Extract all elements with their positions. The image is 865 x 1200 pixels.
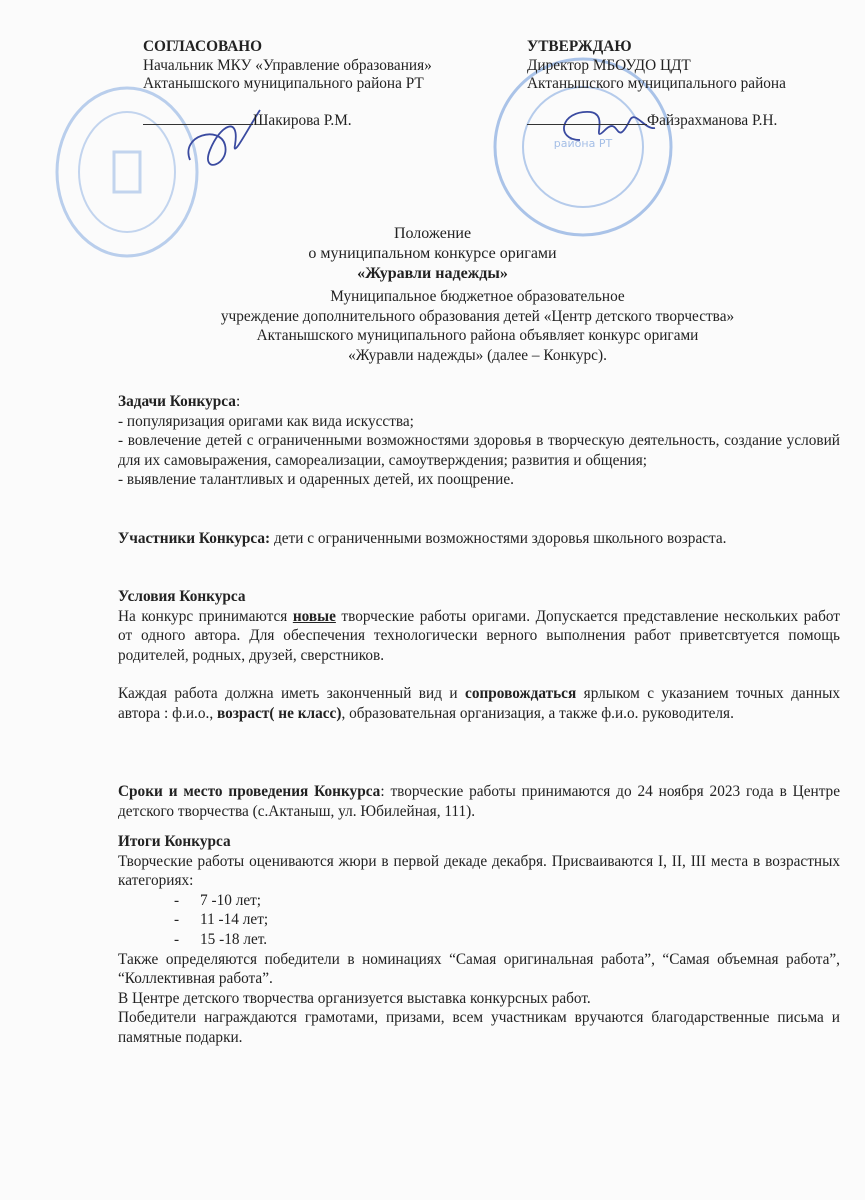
conditions-text: Каждая работа должна иметь законченный вид и	[118, 685, 466, 703]
title-line-3: «Журавли надежды»	[357, 265, 508, 282]
age-category	[118, 930, 840, 950]
results-text: Творческие работы оцениваются жюри в первой декаде декабря. Присваиваются I, II, III места в возрастных категориях:	[118, 852, 840, 890]
conditions-heading: Условия Конкурса	[118, 588, 246, 605]
conditions-text: ярлыком с указанием точных данных автора : ф.и.о.,	[118, 685, 840, 722]
bullet: -	[174, 891, 180, 909]
signature-line	[143, 124, 253, 125]
conditions-emphasis: возраст( не класс)	[216, 704, 342, 722]
conditions-emphasis: новые	[292, 607, 336, 625]
results-heading: Итоги Конкурса	[118, 833, 231, 850]
title-line-1: Положение	[393, 225, 472, 242]
awards-text: Победители награждаются грамотами, призами, всем участникам вручаются благодарственные письма и памятные подарки.	[118, 1009, 840, 1046]
conditions-text: творческие работы оригами. Допускается представление нескольких работ от одного автора. Для обеспечения технологически верного выполнения работ приветсвтуется помощь родителей, родных, друзей, сверстников.	[118, 607, 840, 664]
document-title	[0, 224, 865, 284]
task-item: - вовлечение детей с ограниченными возможностями здоровья в творческую деятельность, создание условий для их самовыражения, самореализации, самоутверждения; развития и общения;	[118, 432, 840, 469]
age-category-label: 15 -18 лет.	[200, 930, 268, 948]
age-category-label: 7 -10 лет;	[200, 891, 262, 909]
nominations-text: Также определяются победители в номинациях “Самая оригинальная работа”, “Самая объемная работа”, “Коллективная работа”.	[118, 950, 840, 988]
tasks-heading: Задачи Конкурса	[118, 393, 236, 410]
age-category	[118, 910, 840, 930]
bullet: -	[174, 930, 180, 948]
bullet: -	[174, 911, 180, 929]
approval-left-position: Начальник МКУ «Управление образования»	[143, 56, 432, 74]
section-tasks: Задачи Конкурса: - популяризация оригами как вида искусства; - вовлечение детей с ограниченными возможностями здоровья в творческую деятельность, создание условий для их самовыражения, самореализации, самоутверждения; развития и общения; - выявление талантливых и одаренных детей, их поощрение.	[118, 393, 840, 489]
intro	[45, 287, 865, 365]
approval-right	[527, 38, 786, 130]
participants-text: дети с ограниченными возможностями здоровья школьного возраста.	[270, 530, 727, 547]
task-item: - выявление талантливых и одаренных детей, их поощрение.	[118, 471, 514, 489]
approval-left	[143, 38, 432, 130]
intro-line: учреждение дополнительного образования детей «Центр детского творчества»	[220, 307, 735, 325]
approval-left-district: Актанышского муниципального района РТ	[143, 75, 424, 92]
intro-line: «Журавли надежды» (далее – Конкурс).	[348, 346, 607, 364]
approval-right-position: Директор МБОУДО ЦДТ	[527, 56, 691, 74]
terms-heading: Сроки и место проведения Конкурса	[118, 783, 381, 800]
signature-line	[527, 124, 647, 125]
conditions-emphasis: сопровождаться	[465, 685, 577, 703]
title-line-2: о муниципальном конкурсе оригами	[308, 245, 557, 262]
section-conditions	[118, 587, 840, 724]
task-item: - популяризация оригами как вида искусства;	[118, 412, 414, 430]
svg-text:района РТ: района РТ	[553, 137, 613, 150]
section-participants	[118, 529, 840, 549]
approval-left-heading: СОГЛАСОВАНО	[143, 38, 263, 55]
approval-right-heading: УТВЕРЖДАЮ	[527, 38, 632, 55]
conditions-text: На конкурс принимаются	[118, 607, 293, 625]
terms-text: : творческие работы принимаются до 24 ноября 2023 года в Центре детского творчества (с.Актаныш, ул. Юбилейная, 111).	[118, 783, 840, 820]
approval-right-signer: Файзрахманова Р.Н.	[647, 111, 778, 129]
approval-right-district: Актанышского муниципального района	[527, 75, 786, 92]
age-category	[118, 891, 840, 911]
age-category-label: 11 -14 лет;	[200, 911, 269, 929]
section-results	[118, 832, 840, 1048]
section-terms	[118, 782, 840, 821]
intro-line: Муниципальное бюджетное образовательное	[330, 288, 625, 305]
participants-heading: Участники Конкурса:	[118, 530, 271, 547]
conditions-text: , образовательная организация, а также ф.и.о. руководителя.	[341, 704, 734, 722]
exhibition-text: В Центре детского творчества организуется выставка конкурсных работ.	[118, 989, 591, 1007]
intro-line: Актанышского муниципального района объявляет конкурс оригами	[256, 327, 699, 344]
approval-left-signer: Шакирова Р.М.	[253, 111, 352, 129]
